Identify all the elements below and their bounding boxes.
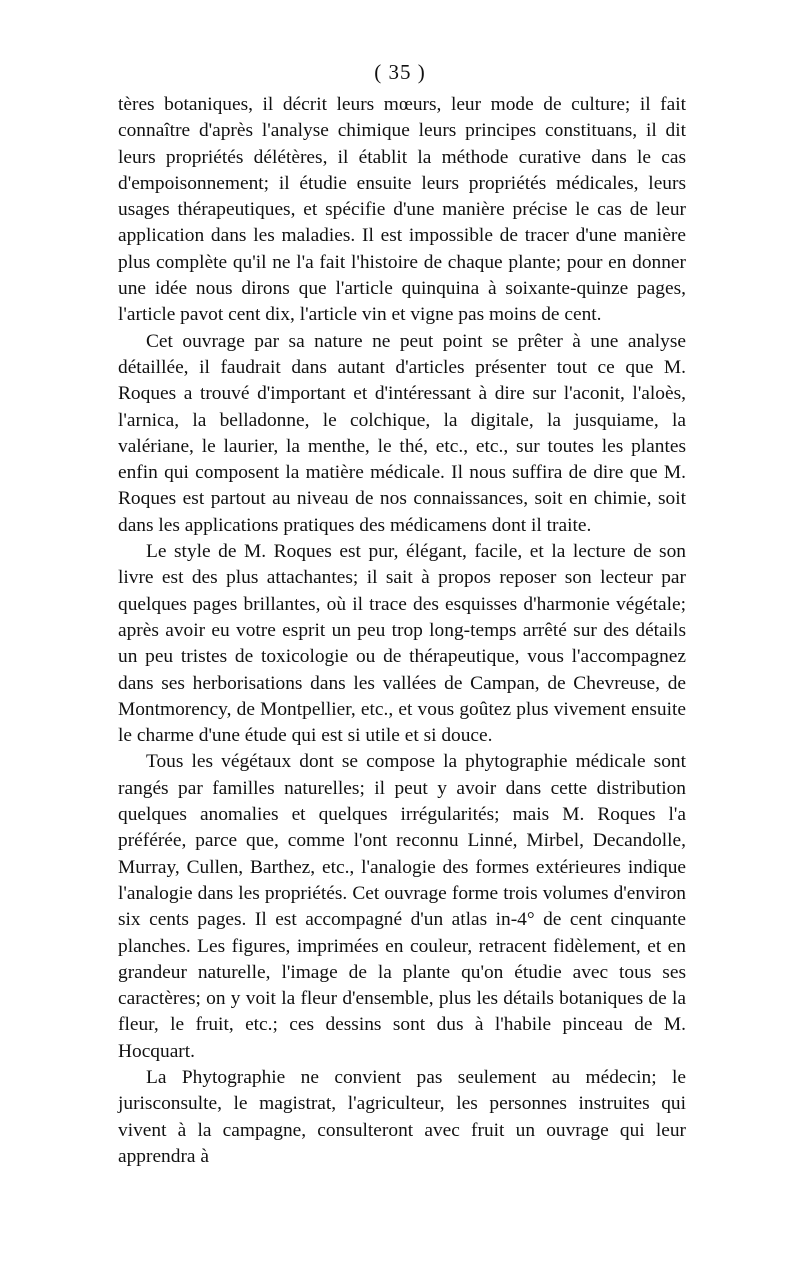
paragraph-4: Tous les végétaux dont se compose la phytographie médicale sont rangés par familles naturelles; il peut y avoir dans cette distribution quelques anomalies et quelques irrégularités; mais M. Roques l'a préférée, parce que, comme l'ont reconnu Linné, Mirbel, Decandolle, Murray, Cullen, Barthez, etc., l'analogie des formes extérieures indique l'analogie dans les propriétés. Cet ouvrage forme trois volumes d'environ six cents pages. Il est accompagné d'un atlas in-4° de cent cinquante planches. Les figures, imprimées en couleur, retracent fidèlement, et en grandeur naturelle, l'image de la plante qu'on étudie avec tous ses caractères; on y voit la fleur d'ensemble, plus les détails botaniques de la fleur, le fruit, etc.; ces dessins sont dus à l'habile pinceau de M. Hocquart. <box>118 751 686 1062</box>
body-text <box>118 92 686 1170</box>
paragraph-2: Cet ouvrage par sa nature ne peut point se prêter à une analyse détaillée, il faudrait dans autant d'articles présenter tout ce que M. Roques a trouvé d'important et d'intéressant à dire sur l'aconit, l'aloès, l'arnica, la belladonne, le colchique, la digitale, la jusquiame, la valériane, le laurier, la menthe, le thé, etc., etc., sur toutes les plantes enfin qui composent la matière médicale. Il nous suffira de dire que M. Roques est partout au niveau de nos connaissances, soit en chimie, soit dans les applications pratiques des médicamens dont il traite. <box>118 330 686 536</box>
paragraph-3: Le style de M. Roques est pur, élégant, facile, et la lecture de son livre est des plus attachantes; il sait à propos reposer son lecteur par quelques pages brillantes, où il trace des esquisses d'harmonie végétale; après avoir eu votre esprit un peu trop long-temps arrêté sur des détails un peu tristes de toxicologie ou de thérapeutique, vous l'accompagnez dans ses herborisations dans les vallées de Campan, de Chevreuse, de Montmorency, de Montpellier, etc., et vous goûtez plus vivement ensuite le charme d'une étude qui est si utile et si douce. <box>118 541 686 747</box>
paragraph-5: La Phytographie ne convient pas seulement au médecin; le jurisconsulte, le magistrat, l'agriculteur, les personnes instruites qui vivent à la campagne, consulteront avec fruit un ouvrage qui leur apprendra à <box>118 1066 686 1167</box>
paragraph-1: tères botaniques, il décrit leurs mœurs, leur mode de culture; il fait connaître d'après l'analyse chimique leurs principes constituans, il dit leurs propriétés délétères, il établit la méthode curative dans le cas d'empoisonnement; il étudie ensuite leurs propriétés médicales, leurs usages thérapeutiques, et spécifie d'une manière précise le cas de leur application dans les maladies. Il est impossible de tracer d'une manière plus complète qu'il ne l'a fait l'histoire de chaque plante; pour en donner une idée nous dirons que l'article quinquina à soixante-quinze pages, l'article pavot cent dix, l'article vin et vigne pas moins de cent. <box>118 94 686 326</box>
page-number: ( 35 ) <box>374 60 426 84</box>
